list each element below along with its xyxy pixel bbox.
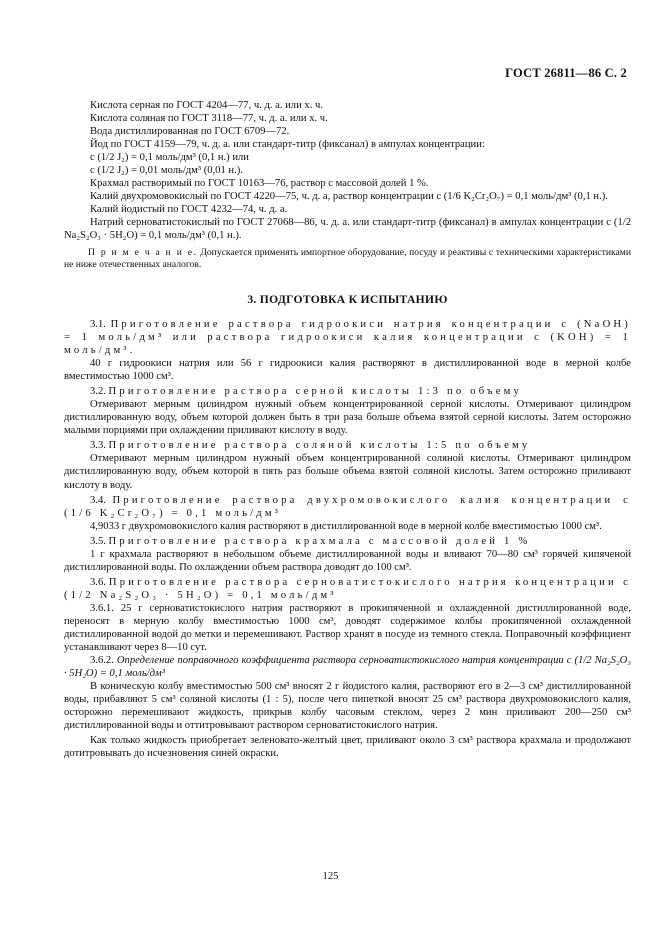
paragraph-3-6-heading bbox=[64, 576, 631, 602]
reagent-item: Натрий серноватистокислый по ГОСТ 27068—86, ч. д. а. или стандарт-титр (фиксанал) в ампулах концентрации c (1/2 Na₂S₂O₃ · 5H₂O) = 0,1 моль/дм³ (0,1 н.). bbox=[64, 217, 631, 242]
paragraph-body: 40 г гидроокиси натрия или 56 г гидроокиси калия растворяют в дистиллированной воде в мерной колбе вместимостью 1000 см³. bbox=[64, 358, 631, 383]
reagent-item: c (1/2 J₂) = 0,1 моль/дм³ (0,1 н.) или bbox=[90, 152, 249, 164]
paragraph-3-6-1: 3.6.1. 25 г серноватистокислого натрия растворяют в прокипяченной и охлажденной дистиллированной воде, переносят в мерную колбу вместимостью 1000 см³, доводят содержимое колбы прокипяченной охлажденной дистиллированной водой до метки и перемешивают. Раствор хранят в посуде из темного стекла. Поправочный коэффициент устанавливают через 8—10 сут. bbox=[64, 602, 631, 654]
note-text: Допускается применять импортное оборудование, посуду и реактивы с техническими характеристиками не ниже отечественных аналогов. bbox=[64, 246, 631, 270]
paragraph-heading: Приготовление раствора гидроокиси натрия концентрации c (NaOH) = 1 моль/дм³ или раствора гидроокиси калия концентрации c (KOH) = 1 моль/дм³. bbox=[64, 318, 631, 357]
section-title: 3. ПОДГОТОВКА К ИСПЫТАНИЮ bbox=[247, 292, 448, 306]
paragraph-3-3-heading bbox=[64, 439, 631, 452]
reagent-item: c (1/2 J₂) = 0,01 моль/дм³ (0,01 н.). bbox=[90, 165, 243, 177]
paragraph-number: 3.1. bbox=[90, 318, 106, 330]
reagent-item: Калий йодистый по ГОСТ 4232—74, ч. д. а. bbox=[90, 204, 288, 216]
reagent-item: Крахмал растворимый по ГОСТ 10163—76, раствор с массовой долей 1 %. bbox=[90, 178, 429, 190]
paragraph-3-6-2-heading bbox=[64, 654, 631, 680]
paragraph-body: Отмеривают мерным цилиндром нужный объем концентрированной серной кислоты. Отмеривают цилиндром дистиллированную воду, объем которой должен быть в три раза больше объема взятой серной кислоты. Затем осторожно малыми порциями при охлаждении приливают кислоту в воду. bbox=[64, 399, 631, 437]
paragraph-body: В коническую колбу вместимостью 500 см³ вносят 2 г йодистого калия, растворяют его в 2—3 см³ дистиллированной воды, прибавляют 5 см³ соляной кислоты (1 : 5), после чего пипеткой вносят 25 см³ раствора двухромовокислого калия, осторожно перемешивают жидкость, прикрыв колбу часовым стеклом, через 2 мин приливают 200—250 см³ дистиллированной воды и оттитровывают раствором серноватистокислого натрия. bbox=[64, 681, 631, 732]
paragraph-number: 3.6. bbox=[90, 576, 106, 588]
reagent-item: Кислота соляная по ГОСТ 3118—77, ч. д. а. или х. ч. bbox=[90, 113, 328, 125]
reagent-item: Йод по ГОСТ 4159—79, ч. д. а. или стандарт-титр (фиксанал) в ампулах концентрации: bbox=[90, 139, 485, 151]
paragraph-number: 3.6.2. bbox=[90, 655, 114, 667]
note bbox=[64, 247, 631, 271]
paragraph-heading: Определение поправочного коэффициента раствора серноватистокислого натрия концентрации c (1/2 Na₂S₂O₃ · 5H₂O) = 0,1 моль/дм³ bbox=[64, 655, 631, 680]
page-number: 125 bbox=[322, 871, 339, 882]
paragraph-3-2-heading bbox=[64, 385, 631, 398]
reagent-item: Вода дистиллированная по ГОСТ 6709—72. bbox=[90, 126, 290, 138]
paragraph-heading: Приготовление раствора серноватистокислого натрия концентрации c (1/2 Na₂S₂O₃ · 5H₂O) = 0,1 моль/дм³ bbox=[64, 576, 631, 601]
reagent-item: Калий двухромовокислый по ГОСТ 4220—75, ч. д. а, раствор концентрации c (1/6 K₂Cr₂O₇) = 0,1 моль/дм³ (0,1 н.). bbox=[90, 191, 608, 203]
page-header: ГОСТ 26811—86 С. 2 bbox=[505, 66, 627, 80]
paragraph-body: 1 г крахмала растворяют в небольшом объеме дистиллированной воды и вливают 70—80 см³ горячей кипяченой дистиллированной воды. По охлаждении объем раствора доводят до 100 см³. bbox=[64, 548, 631, 573]
page-content bbox=[64, 99, 631, 761]
paragraph-3-4-heading bbox=[64, 494, 631, 520]
paragraph-number: 3.5. bbox=[90, 535, 106, 547]
paragraph-number: 3.3. bbox=[90, 440, 106, 452]
paragraph-number: 3.4. bbox=[90, 494, 106, 506]
reagent-item: Кислота серная по ГОСТ 4204—77, ч. д. а. или х. ч. bbox=[90, 100, 323, 111]
paragraph-heading: Приготовление раствора крахмала с массовой долей 1 % bbox=[108, 535, 531, 547]
paragraph-heading: Приготовление раствора серной кислоты 1:3 по объему bbox=[108, 386, 523, 398]
note-label: П р и м е ч а н и е. bbox=[88, 246, 198, 258]
paragraph-heading: Приготовление раствора двухромовокислого калия концентрации c (1/6 K₂Cr₂O₇) = 0,1 моль/дм³ bbox=[64, 494, 631, 519]
paragraph-heading: Приготовление раствора соляной кислоты 1:5 по объему bbox=[108, 440, 531, 452]
paragraph-body: Как только жидкость приобретает зеленовато-желтый цвет, приливают около 3 см³ раствора крахмала и продолжают дотитровывать до исчезновения синей окраски. bbox=[64, 735, 631, 760]
paragraph-body: 4,9033 г двухромовокислого калия растворяют в дистиллированной воде в мерной колбе вместимостью 1000 см³. bbox=[90, 520, 602, 532]
paragraph-number: 3.2. bbox=[90, 386, 106, 398]
paragraph-3-1-heading bbox=[64, 318, 631, 357]
paragraph-3-5-heading bbox=[64, 535, 631, 548]
paragraph-body: Отмеривают мерным цилиндром нужный объем концентрированной соляной кислоты. Отмеривают цилиндром дистиллированную воду, объем которой в пять раз больше объема взятой соляной кислоты. Затем осторожно приливают кислоту в воду. bbox=[64, 453, 631, 491]
